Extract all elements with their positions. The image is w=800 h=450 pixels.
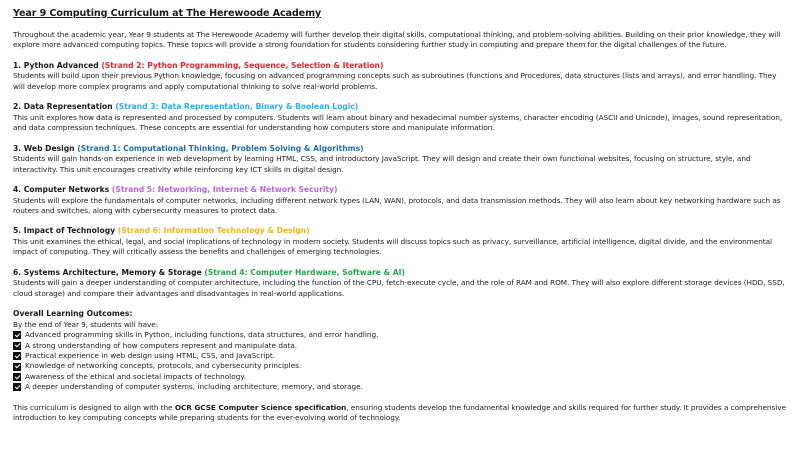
strand-label: (Strand 5: Networking, Internet & Network Security)	[111, 185, 338, 195]
closing-paragraph	[13, 403, 787, 424]
closing-text-start: This curriculum is designed to align with the	[13, 402, 175, 412]
strand-label: (Strand 1: Computational Thinking, Problem Solving & Algorithms)	[77, 143, 364, 153]
checkbox-checked-icon	[13, 352, 21, 360]
outcome-text: A deeper understanding of computer systems, including architecture, memory, and storage.	[25, 382, 363, 392]
intro-paragraph: Throughout the academic year, Year 9 students at The Herewoode Academy will further develop their digital skills, computational thinking, and problem-solving abilities. Building on their prior knowledge, they will explore more advanced computing topics. These topics will provide a strong foundation for students considering further study in computing and prepare them for the digital challenges of the future.	[13, 30, 781, 50]
outcome-item	[13, 351, 787, 361]
outcome-text: Practical experience in web design using HTML, CSS, and JavaScript.	[25, 351, 276, 361]
outcomes-list	[13, 330, 787, 392]
outcome-text: Knowledge of networking concepts, protocols, and cybersecurity principles.	[25, 361, 302, 371]
section-title: 4. Computer Networks	[13, 185, 110, 195]
section-heading	[13, 144, 787, 155]
checkbox-checked-icon	[13, 331, 21, 339]
outcome-text: Advanced programming skills in Python, including functions, data structures, and error handling.	[25, 330, 379, 340]
section-title: 1. Python Advanced	[13, 60, 99, 70]
section-heading	[13, 185, 787, 196]
section-title: 3. Web Design	[13, 143, 75, 153]
section-heading	[13, 102, 787, 113]
section-body: Students will build upon their previous Python knowledge, focusing on advanced programming concepts such as subroutines (functions and Procedures, data structures (lists and arrays), and error handling. They will develop more complex programs and apply computational thinking to solve real-world problems.	[13, 71, 777, 91]
curriculum-section	[13, 61, 787, 92]
section-heading	[13, 61, 787, 72]
outcomes-lead: By the end of Year 9, students will have:	[13, 319, 159, 329]
section-body: This unit explores how data is represented and processed by computers. Students will learn about binary and hexadecimal number systems, character encoding (ASCII and Unicode), images, sound representation, and data compression techniques. These concepts are essential for understanding how computers store and manipulate information.	[13, 112, 783, 133]
checkbox-checked-icon	[13, 363, 21, 371]
section-body: Students will explore the fundamentals of computer networks, including different network types (LAN, WAN), protocols, and data transmission methods. They will also learn about key networking hardware such as routers and switches, along with cybersecurity measures to protect data.	[13, 195, 781, 216]
section-title: 5. Impact of Technology	[13, 226, 116, 236]
strand-label: (Strand 2: Python Programming, Sequence, Selection & Iteration)	[101, 60, 384, 70]
section-title: 6. Systems Architecture, Memory & Storage	[13, 267, 202, 277]
page-title: Year 9 Computing Curriculum at The Herewoode Academy	[13, 8, 322, 19]
curriculum-section	[13, 226, 787, 257]
section-title: 2. Data Representation	[13, 102, 113, 112]
outcomes-heading: Overall Learning Outcomes:	[13, 309, 133, 319]
strand-label: (Strand 6: Information Technology & Design)	[117, 226, 310, 236]
outcome-text: A strong understanding of how computers represent and manipulate data.	[25, 340, 298, 350]
curriculum-section	[13, 102, 787, 133]
specification-name: OCR GCSE Computer Science specification	[174, 402, 347, 412]
checkbox-checked-icon	[13, 342, 21, 350]
outcome-item	[13, 341, 787, 351]
outcome-text: Awareness of the ethical and societal impacts of technology.	[25, 371, 246, 381]
strand-label: (Strand 3: Data Representation, Binary & Boolean Logic)	[115, 102, 359, 112]
checkbox-checked-icon	[13, 383, 21, 391]
section-body: This unit examines the ethical, legal, and social implications of technology in modern society. Students will discuss topics such as privacy, surveillance, artificial intelligence, digital divide, and the environmental impact of computing. They will critically assess the benefits and challenges of emerging technologies.	[13, 237, 773, 257]
closing-text-end: , ensuring students develop the fundamental knowledge and skills required for further study. It provides a comprehensive introduction to key computing concepts while preparing students for the ever-evolving world of technology.	[13, 402, 786, 423]
checkbox-checked-icon	[13, 373, 21, 381]
strand-label: (Strand 4: Computer Hardware, Software & AI)	[204, 267, 405, 277]
outcome-item	[13, 330, 787, 340]
section-heading	[13, 226, 787, 237]
outcome-item	[13, 372, 787, 382]
outcome-item	[13, 382, 787, 392]
curriculum-sections	[13, 61, 787, 299]
section-body: Students will gain hands-on experience in web development by learning HTML, CSS, and introductory JavaScript. They will design and create their own functional websites, focusing on structure, style, and interactivity. This unit encourages creativity while reinforcing key ICT skills in digital design.	[13, 154, 751, 174]
curriculum-section	[13, 185, 787, 216]
curriculum-section	[13, 144, 787, 175]
curriculum-section	[13, 268, 787, 299]
outcome-item	[13, 361, 787, 371]
section-heading	[13, 268, 787, 279]
section-body: Students will gain a deeper understanding of computer architecture, including the function of the CPU, fetch-execute cycle, and the role of RAM and ROM. They will also explore different storage devices (HDD, SSD, cloud storage) and compare their advantages and disadvantages in real-world applications.	[13, 278, 785, 298]
learning-outcomes	[13, 309, 787, 392]
